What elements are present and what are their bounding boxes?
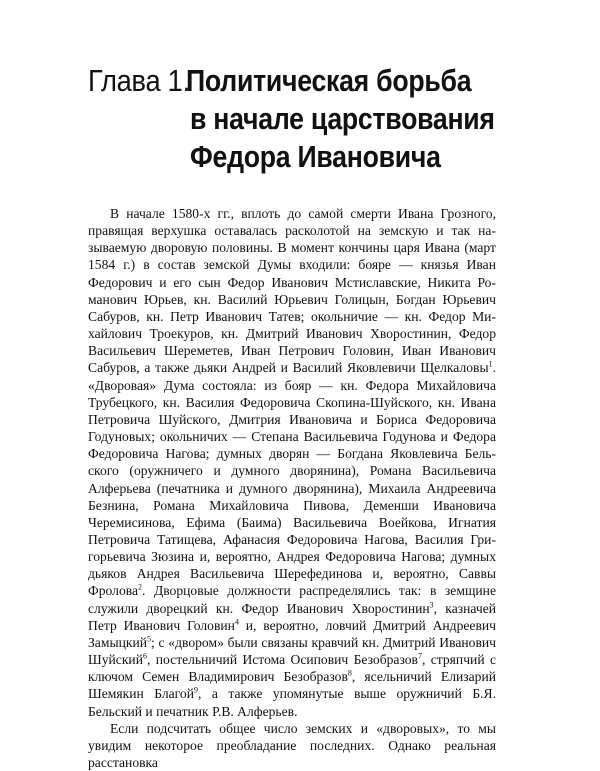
text-segment: . Дворцовые должности распределялись так: в земщине служили дворецкий кн. Федор Иванович Хворостинин [88, 583, 496, 616]
text-segment: , а также упомянутые выше оружничий Б.Я. Бельский и печатник Р.В. Алферьев. [88, 686, 496, 719]
chapter-heading-row-1 [88, 62, 548, 100]
chapter-title-line-3: Федора Ивановича [190, 139, 441, 174]
paragraph-1 [88, 205, 496, 720]
text-segment: , стряпчий с ключом Семен Владимирович Безобразов [88, 652, 496, 685]
text-segment: Если подсчитать общее число земских и «дворовых», то мы увидим некоторое преобладание последних. Однако реальная расстановка [88, 720, 496, 770]
footnote-ref-7: 7 [417, 651, 422, 661]
text-segment: и, вероятно, ловчий Дмитрий Андреевич Замыцкий [88, 617, 496, 650]
footnote-ref-6: 6 [142, 651, 147, 661]
chapter-title-line-2: в начале царствования [190, 101, 495, 136]
text-segment: , казначей Петр Иванович Головин [88, 600, 496, 633]
footnote-ref-8: 8 [347, 668, 352, 678]
footnote-ref-5: 5 [147, 634, 152, 644]
text-segment: ; с «двором» были связаны кравчий кн. Дмитрий Иванович Шуйский [88, 634, 496, 668]
chapter-title-line-1: Политическая борьба [186, 63, 472, 98]
text-segment: , ясельничий Елизарий Шемякин Благой [88, 669, 496, 702]
footnote-ref-2: 2 [138, 582, 143, 592]
text-segment: . «Дворовая» Дума состояла: из бояр — кн. Федора Михайловича Трубецкого, кн. Василия Федоровича Скопина-Шуйского, кн. Ивана Петровича Шуйского, Дмитрия Ивановича и Бориса Федоровича Годуновых; окольничих — Степана Васильевича Годунова и Федора Федоровича Нагова; думных дворян — Богдана Яковлевича Бельского (оружничего и думного дворянина), Романа Васильевича Алферьева (печатника и думного дворянина), Михаила Андреевича Безнина, Романа Михайловича Пивова, Деменши Ивановича Черемисинова, Ефима (Баима) Васильевича Воейкова, Игнатия Петровича Татищева, Афанасия Федоровича Нагова, Василия Григорьевича Зюзина и, вероятно, Андрея Федоровича Нагова; думных дьяков Андрея Васильевича Шерефединова и, вероятно, Саввы Фролова [88, 360, 496, 599]
chapter-label: Глава 1. [88, 63, 190, 98]
footnote-ref-3: 3 [429, 600, 434, 610]
footnote-ref-4: 4 [234, 617, 239, 627]
footnote-ref-9: 9 [193, 685, 198, 695]
paragraph-2 [88, 720, 496, 771]
footnote-ref-1: 1 [488, 359, 493, 369]
text-segment: , постельничий Истома Осипович Безобразов [146, 652, 418, 668]
text-segment: В начале 1580-х гг., вплоть до самой смерти Ивана Грозного, правящая верхушка оставалась расколотой на земскую и так называемую дворовую половины. В момент кончины царя Ивана (март 1584 г.) в состав земской Думы входили: бояре — князья Иван Федорович и его сын Федор Иванович Мстиславские, Никита Романович Юрьев, кн. Василий Юрьевич Голицын, Богдан Юрьевич Сабуров, кн. Петр Иванович Татев; окольничие — кн. Федор Михайлович Троекуров, кн. Дмитрий Иванович Хворостинин, Федор Васильевич Шереметев, Иван Петрович Головин, Иван Иванович Сабуров, а также дьяки Андрей и Василий Яковлевичи Щелкаловы [88, 206, 496, 376]
body-text [88, 205, 496, 771]
chapter-heading [88, 62, 548, 176]
